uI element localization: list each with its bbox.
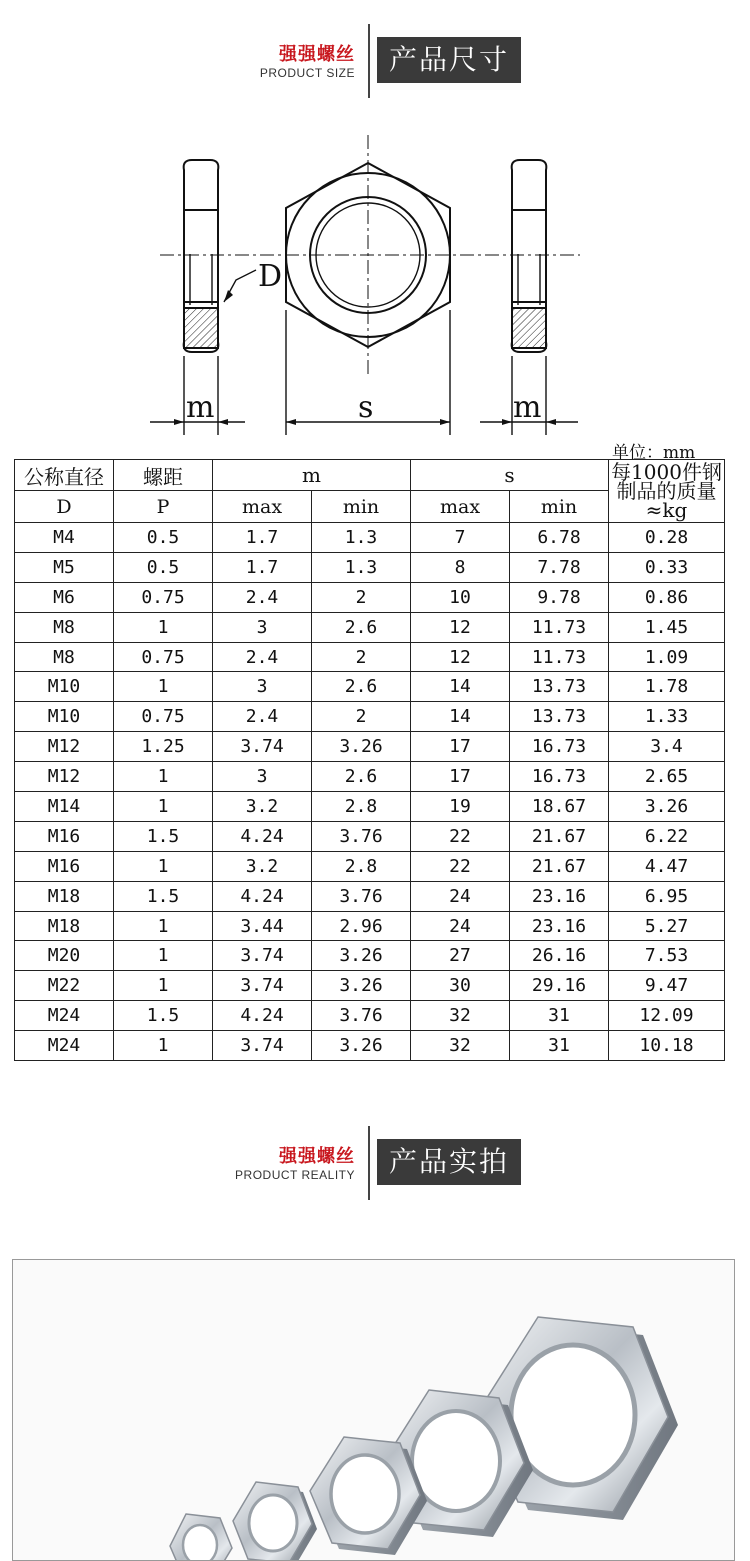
- table-row: [15, 552, 725, 582]
- spec-table: [14, 459, 725, 1061]
- cell-d: M4: [15, 523, 114, 553]
- cell-m-max: 3.74: [213, 941, 312, 971]
- header-mass-line3: ≈kg: [645, 497, 688, 522]
- cell-s-min: 13.73: [510, 672, 609, 702]
- cell-d: M6: [15, 582, 114, 612]
- table-row: [15, 702, 725, 732]
- cell-s-max: 14: [411, 702, 510, 732]
- cell-mass: 6.22: [609, 821, 725, 851]
- unit-label: 单位：mm: [612, 443, 696, 463]
- cell-m-min: 1.3: [312, 523, 411, 553]
- cell-mass: 9.47: [609, 971, 725, 1001]
- cell-m-max: 4.24: [213, 1001, 312, 1031]
- cell-d: M8: [15, 642, 114, 672]
- cell-d: M18: [15, 881, 114, 911]
- cell-s-min: 18.67: [510, 792, 609, 822]
- cell-mass: 5.27: [609, 911, 725, 941]
- cell-mass: 1.45: [609, 612, 725, 642]
- table-row: [15, 971, 725, 1001]
- cell-p: 1.5: [114, 1001, 213, 1031]
- cell-m-max: 1.7: [213, 552, 312, 582]
- cell-mass: 3.4: [609, 732, 725, 762]
- cell-m-max: 2.4: [213, 702, 312, 732]
- cell-m-min: 2.96: [312, 911, 411, 941]
- cell-s-max: 17: [411, 732, 510, 762]
- cell-p: 0.75: [114, 702, 213, 732]
- cell-m-min: 3.26: [312, 732, 411, 762]
- cell-d: M18: [15, 911, 114, 941]
- cell-m-min: 2.6: [312, 672, 411, 702]
- cell-d: M16: [15, 821, 114, 851]
- header-mass-line1: 每1000件钢: [611, 459, 722, 484]
- cell-s-max: 12: [411, 612, 510, 642]
- cell-d: M14: [15, 792, 114, 822]
- cell-m-max: 4.24: [213, 821, 312, 851]
- table-row: [15, 523, 725, 553]
- header-p: P: [114, 491, 213, 523]
- cell-s-min: 21.67: [510, 821, 609, 851]
- table-row: [15, 941, 725, 971]
- cell-m-min: 2: [312, 582, 411, 612]
- cell-s-min: 11.73: [510, 642, 609, 672]
- cell-p: 0.5: [114, 523, 213, 553]
- cell-p: 0.5: [114, 552, 213, 582]
- header-divider: [368, 24, 370, 98]
- header-m-max: max: [213, 491, 312, 523]
- cell-m-max: 2.4: [213, 582, 312, 612]
- cell-s-max: 22: [411, 821, 510, 851]
- cell-p: 1.5: [114, 821, 213, 851]
- cell-s-min: 23.16: [510, 911, 609, 941]
- cell-m-max: 3.74: [213, 1031, 312, 1061]
- cell-p: 1.25: [114, 732, 213, 762]
- cell-d: M16: [15, 851, 114, 881]
- cell-s-max: 24: [411, 881, 510, 911]
- cell-s-min: 6.78: [510, 523, 609, 553]
- cell-m-max: 3.74: [213, 971, 312, 1001]
- cell-m-min: 3.26: [312, 941, 411, 971]
- header-s-max: max: [411, 491, 510, 523]
- cell-s-max: 32: [411, 1031, 510, 1061]
- product-size-header: [0, 24, 750, 102]
- cell-p: 1.5: [114, 881, 213, 911]
- section-title: 产品尺寸: [377, 37, 521, 83]
- cell-s-min: 7.78: [510, 552, 609, 582]
- header-divider: [368, 1126, 370, 1200]
- table-row: [15, 792, 725, 822]
- header-mass-line2: 制品的质量: [616, 478, 717, 503]
- table-row: [15, 582, 725, 612]
- cell-m-min: 3.76: [312, 881, 411, 911]
- cell-s-max: 27: [411, 941, 510, 971]
- cell-m-min: 3.76: [312, 821, 411, 851]
- table-row: [15, 821, 725, 851]
- cell-s-min: 16.73: [510, 732, 609, 762]
- cell-m-max: 4.24: [213, 881, 312, 911]
- cell-m-min: 2.6: [312, 762, 411, 792]
- header-s: s: [411, 460, 609, 491]
- cell-d: M10: [15, 672, 114, 702]
- cell-d: M24: [15, 1031, 114, 1061]
- cell-mass: 0.33: [609, 552, 725, 582]
- cell-m-min: 3.76: [312, 1001, 411, 1031]
- cell-mass: 3.26: [609, 792, 725, 822]
- cell-p: 0.75: [114, 642, 213, 672]
- header-row-1: [15, 460, 725, 491]
- header-d-cn: 公称直径: [15, 460, 114, 491]
- table-row: [15, 612, 725, 642]
- cell-mass: 2.65: [609, 762, 725, 792]
- cell-mass: 10.18: [609, 1031, 725, 1061]
- brand-name: 强强螺丝: [279, 1146, 355, 1167]
- product-photo: [12, 1259, 735, 1561]
- side-view-left: [184, 160, 219, 352]
- cell-d: M8: [15, 612, 114, 642]
- cell-s-max: 17: [411, 762, 510, 792]
- cell-d: M10: [15, 702, 114, 732]
- cell-p: 0.75: [114, 582, 213, 612]
- cell-s-min: 21.67: [510, 851, 609, 881]
- table-row: [15, 732, 725, 762]
- table-row: [15, 881, 725, 911]
- cell-m-max: 2.4: [213, 642, 312, 672]
- cell-mass: 4.47: [609, 851, 725, 881]
- cell-m-max: 3: [213, 762, 312, 792]
- cell-mass: 6.95: [609, 881, 725, 911]
- cell-p: 1: [114, 762, 213, 792]
- cell-m-max: 1.7: [213, 523, 312, 553]
- cell-s-max: 19: [411, 792, 510, 822]
- cell-mass: 1.78: [609, 672, 725, 702]
- cell-m-max: 3: [213, 612, 312, 642]
- cell-p: 1: [114, 792, 213, 822]
- cell-m-min: 3.26: [312, 971, 411, 1001]
- cell-p: 1: [114, 941, 213, 971]
- cell-d: M12: [15, 732, 114, 762]
- cell-m-max: 3.2: [213, 851, 312, 881]
- label-d: D: [258, 259, 283, 294]
- table-row: [15, 1001, 725, 1031]
- table-row: [15, 672, 725, 702]
- side-view-right: [512, 160, 547, 352]
- cell-d: M24: [15, 1001, 114, 1031]
- product-reality-header: [0, 1126, 750, 1204]
- cell-s-min: 13.73: [510, 702, 609, 732]
- cell-d: M12: [15, 762, 114, 792]
- cell-m-max: 3.44: [213, 911, 312, 941]
- cell-s-min: 9.78: [510, 582, 609, 612]
- header-m-min: min: [312, 491, 411, 523]
- table-row: [15, 1031, 725, 1061]
- cell-s-max: 24: [411, 911, 510, 941]
- cell-m-min: 3.26: [312, 1031, 411, 1061]
- cell-m-max: 3.74: [213, 732, 312, 762]
- cell-s-min: 11.73: [510, 612, 609, 642]
- cell-p: 1: [114, 672, 213, 702]
- nut-technical-drawing: [0, 130, 750, 440]
- cell-s-min: 31: [510, 1031, 609, 1061]
- header-s-min: min: [510, 491, 609, 523]
- cell-s-max: 14: [411, 672, 510, 702]
- cell-m-max: 3.2: [213, 792, 312, 822]
- cell-m-min: 2.6: [312, 612, 411, 642]
- cell-p: 1: [114, 1031, 213, 1061]
- label-m-right: m: [513, 390, 542, 425]
- cell-p: 1: [114, 851, 213, 881]
- cell-m-min: 2.8: [312, 792, 411, 822]
- cell-mass: 0.86: [609, 582, 725, 612]
- cell-mass: 0.28: [609, 523, 725, 553]
- cell-s-min: 26.16: [510, 941, 609, 971]
- cell-mass: 7.53: [609, 941, 725, 971]
- cell-s-max: 10: [411, 582, 510, 612]
- cell-s-min: 31: [510, 1001, 609, 1031]
- label-m-left: m: [186, 390, 215, 425]
- table-row: [15, 642, 725, 672]
- brand-name: 强强螺丝: [279, 44, 355, 65]
- cell-s-min: 29.16: [510, 971, 609, 1001]
- cell-p: 1: [114, 612, 213, 642]
- section-title: 产品实拍: [377, 1139, 521, 1185]
- cell-d: M20: [15, 941, 114, 971]
- cell-s-max: 30: [411, 971, 510, 1001]
- cell-s-max: 32: [411, 1001, 510, 1031]
- header-p-cn: 螺距: [114, 460, 213, 491]
- hex-nuts-photo-illustration: [13, 1260, 734, 1560]
- header-mass: [609, 460, 725, 523]
- cell-mass: 1.09: [609, 642, 725, 672]
- cell-d: M5: [15, 552, 114, 582]
- header-m: m: [213, 460, 411, 491]
- table-row: [15, 911, 725, 941]
- table-row: [15, 851, 725, 881]
- cell-s-max: 7: [411, 523, 510, 553]
- cell-m-min: 2.8: [312, 851, 411, 881]
- cell-mass: 12.09: [609, 1001, 725, 1031]
- cell-p: 1: [114, 971, 213, 1001]
- front-hex-view: [286, 135, 450, 375]
- cell-s-min: 23.16: [510, 881, 609, 911]
- section-subtitle: PRODUCT REALITY: [235, 1168, 355, 1182]
- label-s: s: [358, 390, 374, 425]
- cell-s-min: 16.73: [510, 762, 609, 792]
- section-subtitle: PRODUCT SIZE: [259, 66, 355, 80]
- cell-m-min: 1.3: [312, 552, 411, 582]
- table-row: [15, 762, 725, 792]
- cell-p: 1: [114, 911, 213, 941]
- cell-mass: 1.33: [609, 702, 725, 732]
- cell-d: M22: [15, 971, 114, 1001]
- cell-m-min: 2: [312, 642, 411, 672]
- cell-s-max: 8: [411, 552, 510, 582]
- cell-m-min: 2: [312, 702, 411, 732]
- cell-s-max: 22: [411, 851, 510, 881]
- cell-s-max: 12: [411, 642, 510, 672]
- header-d: D: [15, 491, 114, 523]
- cell-m-max: 3: [213, 672, 312, 702]
